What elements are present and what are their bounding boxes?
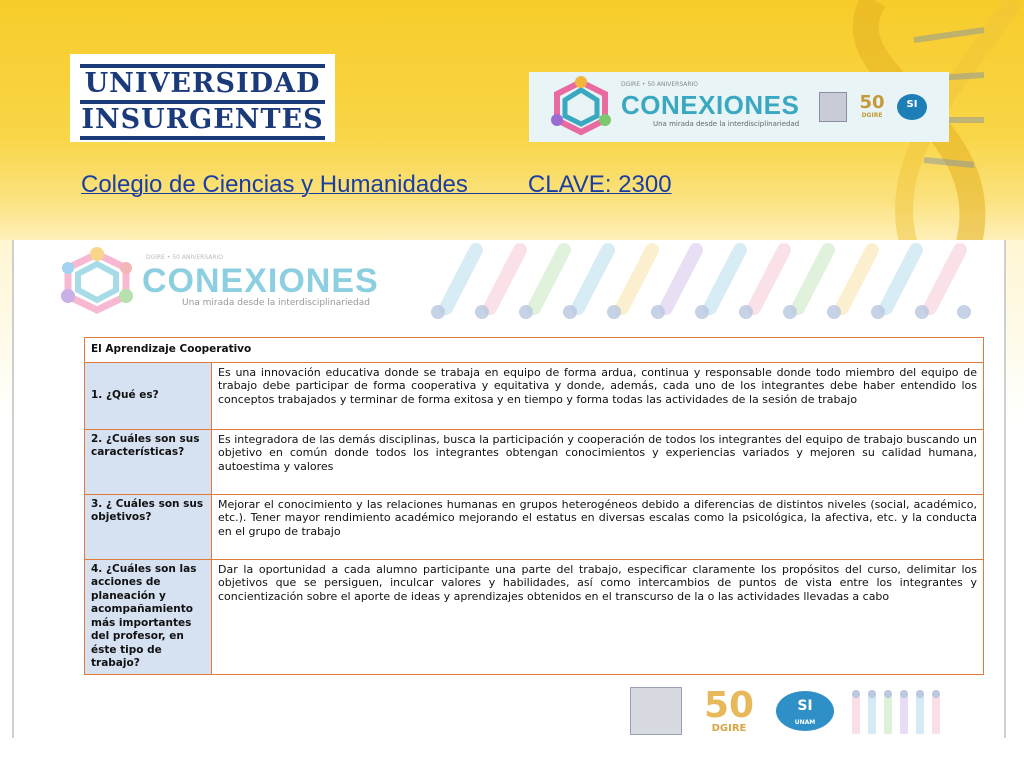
- conexiones-subtitle: Una mirada desde la interdisciplinariedad: [653, 120, 800, 128]
- conexiones-emblem-icon: [545, 76, 617, 138]
- conexiones-logo-large: [54, 244, 394, 316]
- question-cell: 1. ¿Qué es?: [85, 362, 212, 429]
- answer-cell: Dar la oportunidad a cada alumno participante una parte del trabajo, especificar claramente los propósitos del curso, delimitar los objetivos que se persiguen, inculcar valores y habilidades, así como intercambios de puntos de vista entre los integrantes y concientización sobre el aporte de ideas y aprendizajes obtenidos en el transcurso de la o las actividades llevadas a cabo: [212, 559, 984, 674]
- slide-panel: [12, 240, 1006, 738]
- partner-logos-header: [819, 92, 927, 122]
- logo-line-2: INSURGENTES: [81, 104, 324, 135]
- cooperative-learning-table: [84, 337, 984, 675]
- conexiones-large-tagline: DGIRE • 50 ANIVERSARIO: [146, 254, 224, 261]
- table-header: El Aprendizaje Cooperativo: [85, 338, 984, 363]
- si-unam-footer-logo: SI UNAM: [776, 691, 834, 731]
- conexiones-large-title: CONEXIONES: [142, 262, 379, 300]
- question-cell: 4. ¿Cuáles son las acciones de planeación y acompañamiento más importantes del profesor, en éste tipo de trabajo?: [85, 559, 212, 674]
- dgire-50-logo: 50 DGIRE: [859, 92, 885, 119]
- answer-cell: Es integradora de las demás disciplinas, busca la participación y cooperación de todos los integrantes del equipo de trabajo buscando un objetivo en común donde todos los integrantes obtengan conocimientos y experiencias variados y mejoren su calidad humana, autoestima y valores: [212, 429, 984, 494]
- table-row: [85, 494, 984, 559]
- decorative-stripes: [416, 242, 976, 322]
- conexiones-title: CONEXIONES: [621, 90, 800, 120]
- college-clave-link[interactable]: Colegio de Ciencias y Humanidades CLAVE: 2300: [81, 171, 672, 198]
- si-unam-logo: SI: [897, 94, 927, 120]
- partner-logos-footer: [630, 685, 958, 734]
- conexiones-banner: [529, 72, 949, 142]
- logo-line-1: UNIVERSIDAD: [84, 68, 321, 99]
- unam-shield-icon: [819, 92, 847, 122]
- footer-stripes-decoration: [848, 688, 958, 734]
- table-row: [85, 559, 984, 674]
- question-cell: 3. ¿ Cuáles son sus objetivos?: [85, 494, 212, 559]
- question-cell: 2. ¿Cuáles son sus características?: [85, 429, 212, 494]
- table-row: [85, 429, 984, 494]
- unam-shield-footer-icon: [630, 687, 682, 735]
- table-row: [85, 362, 984, 429]
- answer-cell: Es una innovación educativa donde se trabaja en equipo de forma ardua, continua y responsable donde todo miembro del equipo de trabajo debe participar de forma cooperativa y equitativa y donde, además, cada uno de los integrantes debe haber entendido los conceptos trabajados y terminar de forma exitosa y en tiempo y forma todas las actividades de la sesión de trabajo: [212, 362, 984, 429]
- conexiones-emblem-large-icon: [54, 246, 140, 316]
- universidad-insurgentes-logo: [70, 54, 335, 142]
- dgire-50-footer-logo: 50 DGIRE: [703, 685, 755, 734]
- answer-cell: Mejorar el conocimiento y las relaciones humanas en grupos heterogéneos debido a diferencias de distintos niveles (social, académico, etc.). Tener mayor rendimiento académico mejorando el estatus en diversas escalas como la psicológica, la afectiva, etc. y la conducta en el grupo de trabajo: [212, 494, 984, 559]
- conexiones-tagline: DGIRE • 50 ANIVERSARIO: [621, 81, 699, 88]
- conexiones-large-subtitle: Una mirada desde la interdisciplinariedad: [182, 298, 370, 308]
